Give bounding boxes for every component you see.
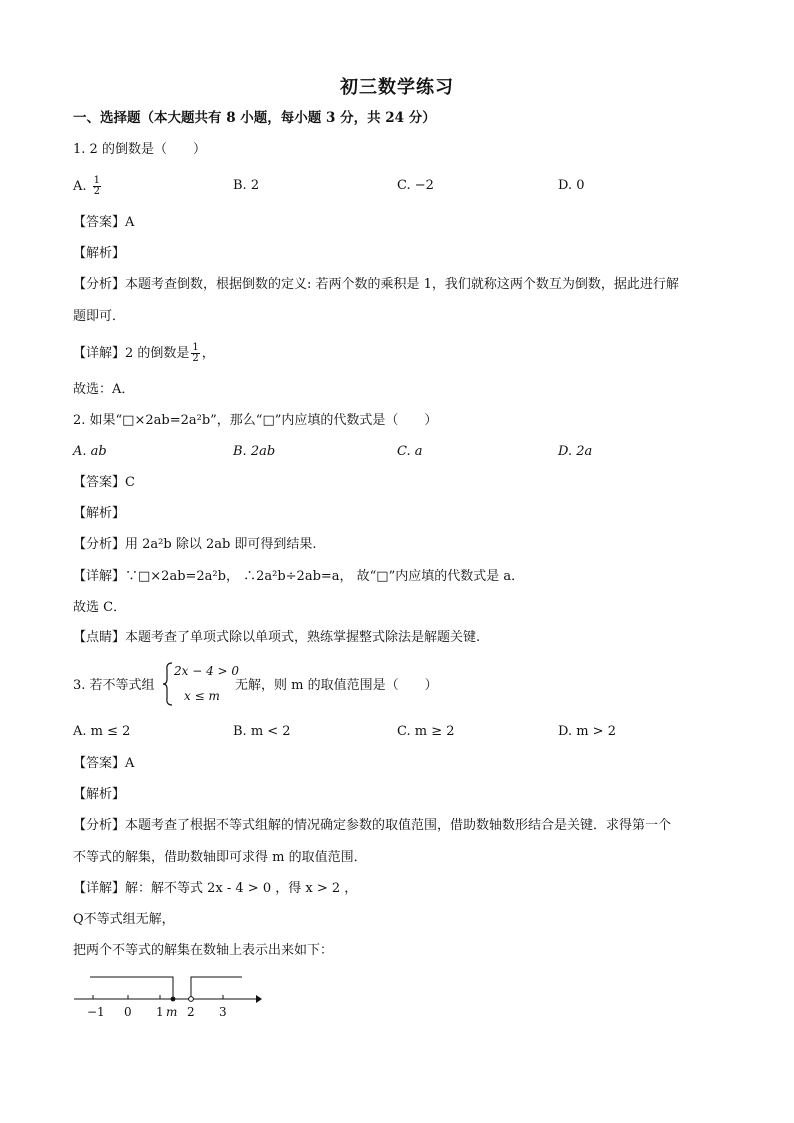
tick-label-2: 2	[187, 1005, 195, 1019]
q1-option-d: D. 0	[558, 178, 585, 193]
q3-option-c: C. m ≥ 2	[397, 724, 455, 739]
q2-analysis: 【分析】用 2a²b 除以 2ab 即可得到结果.	[73, 537, 317, 552]
solution-set-x-le-m	[90, 977, 173, 999]
q2-choose: 故选 C．	[73, 600, 127, 615]
q3-detail: 【详解】解：解不等式 2x - 4 > 0 ，得 x > 2 ，	[73, 881, 358, 896]
q1-option-a	[73, 176, 103, 197]
section-heading: 一、选择题（本大题共有 8 小题，每小题 3 分，共 24 分）	[73, 110, 436, 126]
q1-analysis-line1: 【分析】本题考查倒数，根据倒数的定义: 若两个数的乘积是 1，我们就称这两个数互为倒数，据此进行解	[73, 277, 679, 292]
q3-system-line1: 2x − 4 > 0	[174, 664, 240, 678]
tick-label-3: 3	[219, 1005, 227, 1019]
q3-jiexi: 【解析】	[73, 787, 126, 802]
q3-option-d: D. m > 2	[558, 724, 616, 739]
q2-option-a: A. ab	[73, 444, 107, 459]
q3-stem-prefix: 3. 若不等式组	[73, 678, 155, 693]
tick-label-0: 0	[124, 1005, 132, 1019]
q2-option-c: C. a	[397, 444, 423, 459]
q1-option-c: C. −2	[397, 178, 434, 193]
q3-analysis-line2: 不等式的解集，借助数轴即可求得 m 的取值范围．	[73, 850, 367, 865]
q3-option-b: B. m < 2	[233, 724, 291, 739]
number-line-diagram	[70, 968, 270, 1024]
q3-because: Q不等式组无解，	[73, 912, 175, 927]
tick-label-1: 1	[156, 1005, 164, 1019]
q2-comment: 【点睛】本题考查了单项式除以单项式，熟练掌握整式除法是解题关键.	[73, 630, 481, 645]
q2-stem: 2. 如果“□×2ab=2a²b”，那么“□”内应填的代数式是（ ）	[73, 413, 438, 428]
m-label: m	[166, 1005, 178, 1019]
q2-detail: 【详解】∵□×2ab=2a²b， ∴2a²b÷2ab=a， 故“□”内应填的代数式是 a．	[73, 569, 525, 584]
q1-jiexi: 【解析】	[73, 246, 126, 261]
q1-option-b: B. 2	[233, 178, 260, 193]
q1-detail	[73, 343, 215, 364]
q3-answer: 【答案】A	[73, 756, 135, 771]
q1-option-a-den: 2	[93, 186, 101, 197]
q3-system-line2: x ≤ m	[184, 689, 220, 703]
q1-stem: 1. 2 的倒数是（ ）	[73, 142, 206, 157]
two-open-point	[189, 997, 194, 1002]
q1-detail-suffix: ，	[201, 346, 215, 361]
q1-option-a-label: A.	[73, 179, 87, 194]
page-title: 初三数学练习	[340, 77, 454, 98]
q2-jiexi: 【解析】	[73, 506, 126, 521]
q1-choose: 故选：A．	[73, 382, 135, 397]
q1-option-a-fraction	[93, 176, 101, 197]
q1-detail-den: 2	[192, 353, 199, 364]
m-filled-point	[171, 997, 176, 1002]
q1-option-a-num: 1	[93, 175, 101, 186]
number-line-arrow-icon	[256, 995, 262, 1003]
solution-set-x-gt-2	[191, 977, 242, 999]
q1-analysis-line2: 题即可．	[73, 309, 126, 324]
q1-detail-text: 【详解】2 的倒数是	[73, 346, 190, 361]
q2-option-d: D. 2a	[558, 444, 593, 459]
q1-detail-fraction	[191, 343, 199, 364]
q3-analysis-line1: 【分析】本题考查了根据不等式组解的情况确定参数的取值范围，借助数轴数形结合是关键．求得第一个	[73, 818, 672, 833]
q1-answer: 【答案】A	[73, 215, 135, 230]
q3-option-a: A. m ≤ 2	[73, 724, 131, 739]
tick-label-neg1: −1	[87, 1005, 105, 1019]
q2-answer: 【答案】C	[73, 475, 135, 490]
q2-option-b: B. 2ab	[233, 444, 276, 459]
q1-detail-num: 1	[192, 342, 199, 353]
q3-system-brace	[162, 662, 174, 706]
q3-numberline-intro: 把两个不等式的解集在数轴上表示出来如下：	[73, 943, 334, 958]
q3-stem-suffix: 无解，则 m 的取值范围是（ ）	[235, 678, 438, 693]
